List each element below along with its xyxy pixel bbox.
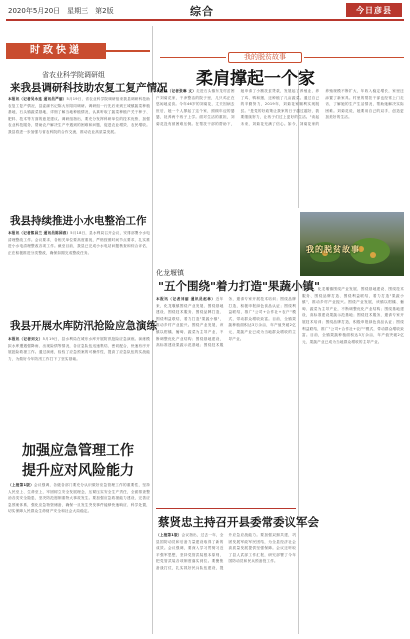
badge-rule (106, 50, 150, 52)
article-kicker: 化龙堰镇 (156, 269, 184, 277)
article-lead: （上接第1版） (156, 533, 182, 537)
section-title: 综合 (190, 5, 214, 18)
article-title: 来我县调研科技助农复工复产情况 (10, 82, 168, 94)
article-kicker: 省农业科学院调研组 (42, 71, 105, 79)
article-body: （上接第1版）会议强调，各级各部门要充分认识做好应急管理工作的重要性，坚持人民至上、生命至上，牢固树立安全发展理念，压紧压实安全生产责任，全面排查整治各类安全隐患，坚决防范遏制重特大事故发生。要加强应急救援能力建设，完善应急预案体系，强化应急物资储备，确保一旦发生突发事件能够快速响应、科学处置，切实保障人民群众生命财产安全和社会大局稳定。 (8, 483, 150, 514)
banner-rule (160, 57, 226, 58)
newspaper-logo: 今日彦县 (346, 3, 402, 17)
article-lead: （上接第1版） (8, 483, 34, 487)
article-body: 本报讯（记者吴永连 通讯员严丽）5月19日，省农业科学院调研组来我县调研科技助农复工复产情况，县委副书记陈大东陪同调研。调研组一行先后来到王城镇蔬菜种植基地，石头镇蔬菜基地，详细了解当地种植情况，认真听取了蔬菜种植户关于种子、肥料、技术等方面的意见建议。调研组指出，要充分发挥科研单位的技术优势，加强农业科技服务，帮助农户解决生产中遇到的困难和问题，促进农业增效、农民增收。我县将进一步加强与省农科院的合作交流，推动农业高质量发展。 (8, 97, 150, 134)
column-rule (298, 282, 299, 634)
article-body: 本报讯（记者熊昌兰 通讯员陈国春）5月18日，县水利局召开会议，安排部署小水电清理整改工作。会议要求，各相关单位要高度重视，严格按照时间节点要求，扎实推进小水电清理整改各项工作。截至目前，我县已完成小水电站问题核查和综合评估，正在积极推进分类整改，确保如期完成整改任务。 (8, 231, 150, 255)
article-lead: 本报讯（记者刘丽 通讯员赵林） (156, 297, 216, 301)
article-lead: 本报讯（记者熊昌兰 通讯员陈国春） (8, 231, 71, 235)
article-title: 蔡贤忠主持召开县委常委议军会 (158, 515, 319, 529)
section-badge: 时政快递 (6, 43, 106, 59)
article-lead: 本报讯（记者刘文） (8, 337, 43, 341)
banner-rule (304, 57, 404, 58)
section-rule (156, 508, 296, 509)
article-lead: 本报讯（记者吴永连 通讯员严丽） (8, 97, 67, 101)
feature-body: 本报讯（记者张琳 文）走进石头镇东龙村贫困户刘菊花家，干净整洁的院子里，几只鸡正在悠闲地觅食。今年46岁的刘菊花，丈夫因病去世后，她一个人撑起了这个家，照顾年迈的婆婆，抚养两个孩子上学。面对生活的重担，刘菊花没有被困难压倒。在帮扶干部的帮助下，她申请了小额扶贫贷款，发展起了养殖业，养了鸡、鸭和猪，还种植了几亩蔬菜。通过自己的辛勤努力，2019年，刘菊花家顺利实现脱贫。"是党的好政策让我家的日子越过越好，我要继续努力，让孩子们过上更好的生活。"谈起未来，刘菊花充满了信心。如今，刘菊花家的养殖规模不断扩大，年收入稳定增长，家里还添置了新家具。村里的帮扶干部也经常上门走访，了解她的生产生活情况，帮助她解决实际困难。刘菊花说，她要用自己的双手，创造更加美好的生活。 (156, 89, 404, 126)
article-body: 本报讯（记者刘丽 通讯员赵林）近年来，化龙堰镇围绕产业发展、围绕基地建设、围绕技术服务、围绕品牌打造、围绕利益联结，着力打造"果蔬小镇"，推动乡村产业振兴。围绕产业发展，该镇以柑橘、葡萄、蔬菜为主导产业，不断调整优化产业结构；围绕基地建设，高标准建设果蔬示范基地；围绕技术服务，邀请专家开展技术培训；围绕品牌打造，积极申报绿色食品认证；围绕利益联结，推广"公司+合作社+农户"模式，带动群众增收致富。目前，全镇果蔬种植面积达3万余亩，年产值突破2亿元，果蔬产业已成为当地群众增收的主导产业。 (156, 297, 296, 348)
header-rule (6, 19, 404, 21)
article-body-continued: 近年来，化龙堰镇围绕产业发展、围绕基地建设、围绕技术服务、围绕品牌打造、围绕利益联结，着力打造"果蔬小镇"，推动乡村产业振兴。围绕产业发展，该镇以柑橘、葡萄、蔬菜为主导产业，不断调整优化产业结构；围绕基地建设，高标准建设果蔬示范基地；围绕技术服务，邀请专家开展技术培训；围绕品牌打造，积极申报绿色食品认证；围绕利益联结，推广"公司+合作社+农户"模式，带动群众增收致富。目前，全镇果蔬种植面积达3万余亩，年产值突破2亿元，果蔬产业已成为当地群众增收的主导产业。 (302, 287, 404, 344)
article-body: 本报讯（记者刘文）5月19日，县水利局在城东水库开展防汛抢险应急演练。演练模拟水库遭遇强降雨、出现险情等情况，各应急队伍迅速集结、密切配合，快速有序开展抢险救援工作。通过演练，检验了应急预案的可操作性，提高了应急队伍的实战能力，为做好今年防汛工作打下了坚实基础。 (8, 337, 150, 361)
feature-banner: 我的脱贫故事 (228, 52, 302, 63)
article-title-line-2: 提升应对风险能力 (22, 463, 134, 479)
article-title: "五个围绕"着力打造"果蔬小镇" (158, 279, 320, 293)
article-body: （上接第1版）会议指出，过去一年，全县国防动员和后备力量建设取得了新的成效。会议强调，要深入学习贯彻习近平强军思想，坚持党管武装根本原则，把党管武装各项制度落实到位。要聚焦备战打仗，扎实抓好民兵队伍建设，提升应急应战能力。要加强双拥共建，巩固发展军政军民团结，为全县经济社会高质量发展提供坚强保障。会议还听取了县人武部工作汇报，研究部署了今年国防动员和民兵预备役工作。 (156, 533, 296, 570)
issue-date: 2020年5月20日 星期三 第2版 (8, 7, 114, 15)
feature-photo (300, 212, 404, 276)
article-title: 我县持续推进小水电整治工作 (10, 215, 147, 227)
article-title-line-1: 加强应急管理工作 (22, 443, 134, 459)
photo-caption: 我的脱贫故事 (306, 244, 360, 254)
feature-lead: 本报讯（记者张琳 文） (156, 89, 197, 93)
feature-title: 柔肩撑起一个家 (196, 69, 315, 89)
article-title: 我县开展水库防汛抢险应急演练 (10, 320, 157, 332)
